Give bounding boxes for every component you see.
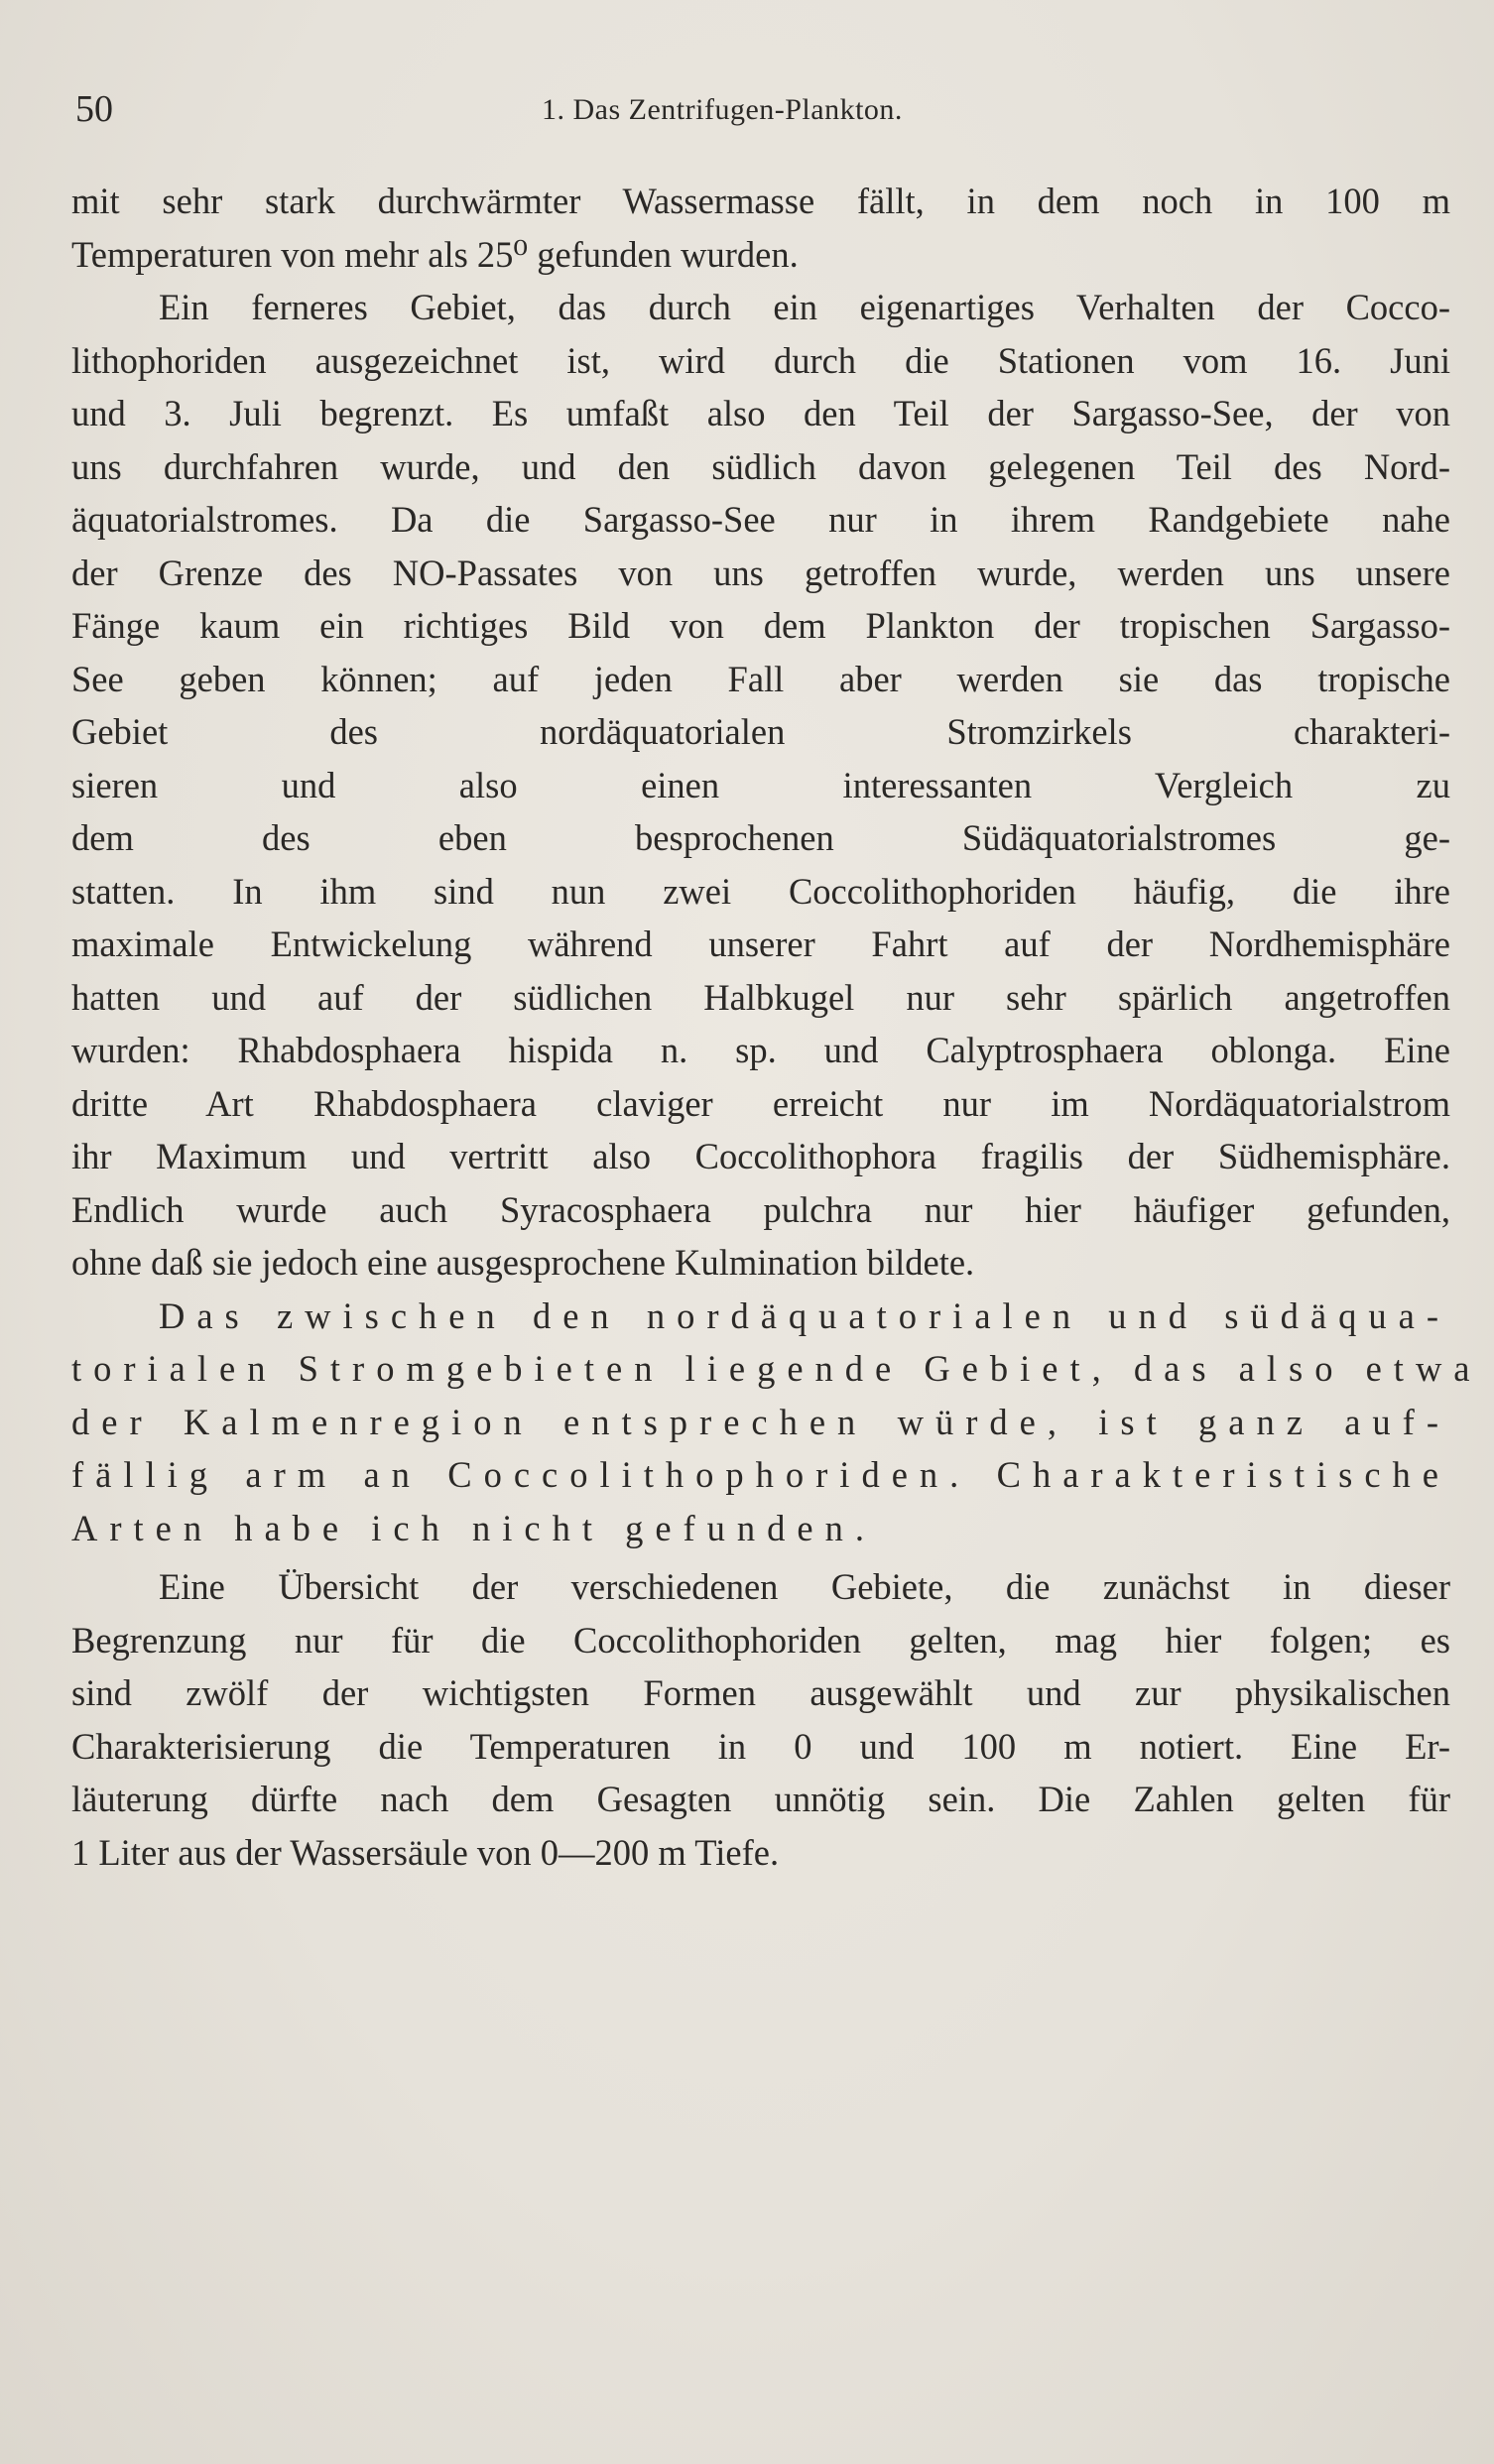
text-line: sieren und also einen interessanten Vergleich zu [71, 764, 1450, 805]
text-line: und 3. Juli begrenzt. Es umfaßt also den Teil der Sargasso-See, der von [71, 393, 1450, 433]
running-head: 1. Das Zentrifugen-Plankton. [542, 93, 903, 126]
text-line: der Grenze des NO-Passates von uns getroffen wurde, werden uns unsere [71, 552, 1450, 593]
text-line: uns durchfahren wurde, und den südlich davon gelegenen Teil des Nord- [71, 445, 1450, 487]
text-line: torialen Stromgebieten liegende Gebiet, das also etwa [71, 1348, 1482, 1389]
text-line: Endlich wurde auch Syracosphaera pulchra nur hier häufiger gefunden, [71, 1188, 1450, 1230]
text-line: 1 Liter aus der Wassersäule von 0—200 m Tiefe. [71, 1831, 780, 1873]
text-line: Gebiet des nordäquatorialen Stromzirkels charakteri- [71, 711, 1450, 752]
text-line: See geben können; auf jeden Fall aber werden sie das tropische [71, 658, 1450, 699]
text-line: Das zwischen den nordäquatorialen und südäqua- [159, 1294, 1450, 1336]
text-line: Ein ferneres Gebiet, das durch ein eigenartiges Verhalten der Cocco- [159, 287, 1450, 327]
text-line: ohne daß sie jedoch eine ausgesprochene Kulmination bildete. [71, 1242, 975, 1283]
text-line: mit sehr stark durchwärmter Wassermasse fällt, in dem noch in 100 m [71, 181, 1450, 221]
text-line: der Kalmenregion entsprechen würde, ist ganz auf- [71, 1401, 1450, 1442]
text-line: läuterung dürfte nach dem Gesagten unnötig sein. Die Zahlen gelten für [71, 1779, 1450, 1819]
text-line: Arten habe ich nicht gefunden. [71, 1507, 877, 1548]
text-line: sind zwölf der wichtigsten Formen ausgewählt und zur physikalischen [71, 1672, 1450, 1713]
text-line: hatten und auf der südlichen Halbkugel nur sehr spärlich angetroffen [71, 976, 1450, 1018]
page-number: 50 [75, 88, 113, 130]
page-header [75, 87, 1425, 137]
text-line: fällig arm an Coccolithophoriden. Charakteristische [71, 1454, 1450, 1495]
text-line: dritte Art Rhabdosphaera claviger erreicht nur im Nordäquatorialstrom [71, 1082, 1450, 1124]
text-line: statten. In ihm sind nun zwei Coccolithophoriden häufig, die ihre [71, 870, 1450, 912]
text-line: lithophoriden ausgezeichnet ist, wird durch die Stationen vom 16. Juni [71, 339, 1450, 381]
body-text [71, 175, 1482, 1879]
text-line: Fänge kaum ein richtiges Bild von dem Plankton der tropischen Sargasso- [71, 605, 1450, 646]
text-line: Charakterisierung die Temperaturen in 0 und 100 m notiert. Eine Er- [71, 1725, 1450, 1767]
text-line: Temperaturen von mehr als 25⁰ gefunden wurden. [71, 233, 799, 275]
text-line: Eine Übersicht der verschiedenen Gebiete, die zunächst in dieser [159, 1566, 1450, 1607]
text-line: wurden: Rhabdosphaera hispida n. sp. und Calyptrosphaera oblonga. Eine [71, 1030, 1450, 1070]
text-line: maximale Entwickelung während unserer Fahrt auf der Nordhemisphäre [71, 924, 1450, 964]
text-line: äquatorialstromes. Da die Sargasso-See nur in ihrem Randgebiete nahe [71, 499, 1450, 540]
text-line: ihr Maximum und vertritt also Coccolithophora fragilis der Südhemisphäre. [71, 1136, 1450, 1176]
text-line: dem des eben besprochenen Südäquatorialstromes ge- [71, 817, 1450, 858]
text-line: Begrenzung nur für die Coccolithophoriden gelten, mag hier folgen; es [71, 1619, 1450, 1661]
